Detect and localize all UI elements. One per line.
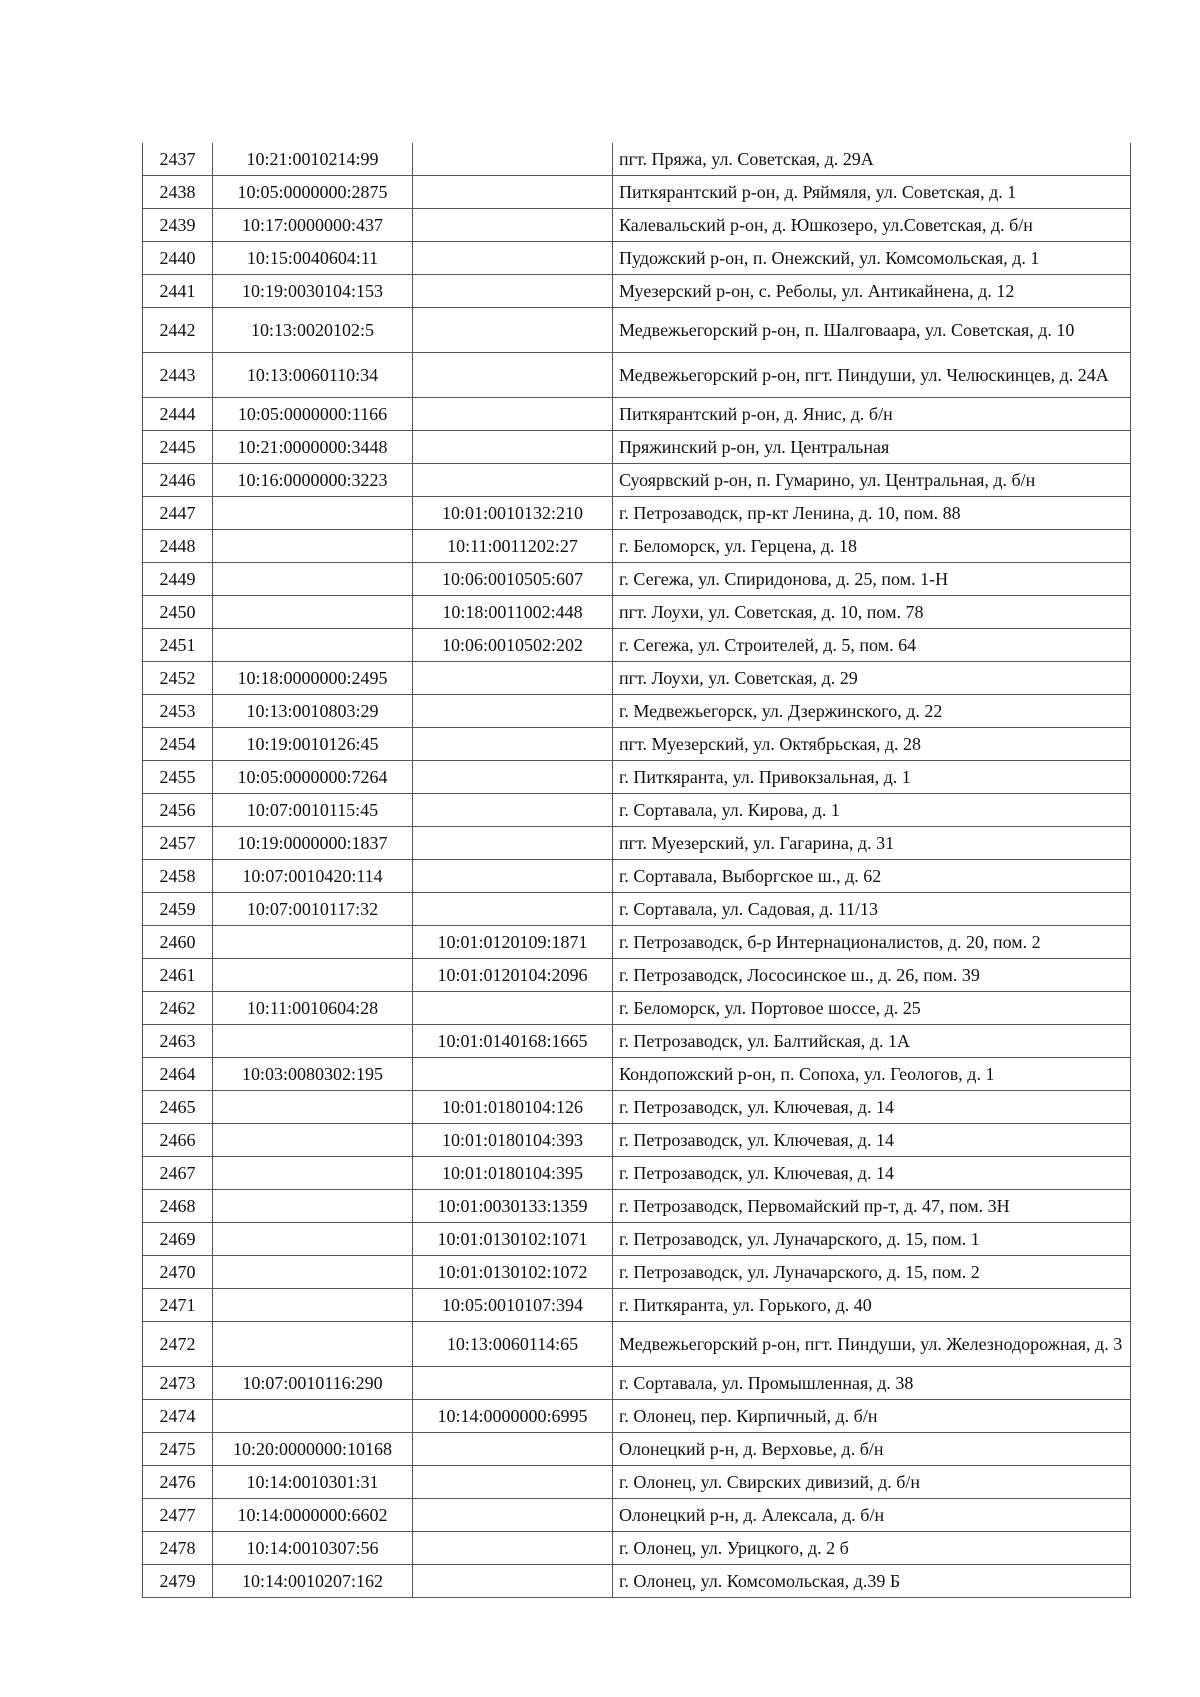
land-cadastral-number-cell: 10:05:0000000:1166 bbox=[213, 398, 413, 431]
table-row bbox=[143, 1124, 1131, 1157]
table-row bbox=[143, 596, 1131, 629]
address-cell: г. Сегежа, ул. Спиридонова, д. 25, пом. 1-Н bbox=[613, 563, 1131, 596]
table-row bbox=[143, 1223, 1131, 1256]
row-number-cell: 2442 bbox=[143, 308, 213, 353]
address-cell: г. Олонец, пер. Кирпичный, д. б/н bbox=[613, 1400, 1131, 1433]
table-row bbox=[143, 629, 1131, 662]
land-cadastral-number-cell bbox=[213, 1256, 413, 1289]
row-number-cell: 2473 bbox=[143, 1367, 213, 1400]
row-number-cell: 2444 bbox=[143, 398, 213, 431]
land-cadastral-number-cell: 10:13:0010803:29 bbox=[213, 695, 413, 728]
premises-cadastral-number-cell: 10:14:0000000:6995 bbox=[413, 1400, 613, 1433]
address-cell: пгт. Муезерский, ул. Гагарина, д. 31 bbox=[613, 827, 1131, 860]
address-cell: пгт. Муезерский, ул. Октябрьская, д. 28 bbox=[613, 728, 1131, 761]
row-number-cell: 2457 bbox=[143, 827, 213, 860]
row-number-cell: 2455 bbox=[143, 761, 213, 794]
table-row bbox=[143, 1091, 1131, 1124]
land-cadastral-number-cell: 10:15:0040604:11 bbox=[213, 242, 413, 275]
row-number-cell: 2437 bbox=[143, 143, 213, 176]
address-cell: г. Петрозаводск, ул. Луначарского, д. 15, пом. 1 bbox=[613, 1223, 1131, 1256]
row-number-cell: 2462 bbox=[143, 992, 213, 1025]
table-row bbox=[143, 1400, 1131, 1433]
address-cell: г. Петрозаводск, ул. Ключевая, д. 14 bbox=[613, 1157, 1131, 1190]
address-cell: г. Петрозаводск, пр-кт Ленина, д. 10, пом. 88 bbox=[613, 497, 1131, 530]
land-cadastral-number-cell: 10:21:0000000:3448 bbox=[213, 431, 413, 464]
table-row bbox=[143, 992, 1131, 1025]
premises-cadastral-number-cell bbox=[413, 1058, 613, 1091]
row-number-cell: 2453 bbox=[143, 695, 213, 728]
land-cadastral-number-cell: 10:07:0010116:290 bbox=[213, 1367, 413, 1400]
land-cadastral-number-cell bbox=[213, 1025, 413, 1058]
premises-cadastral-number-cell bbox=[413, 860, 613, 893]
premises-cadastral-number-cell: 10:11:0011202:27 bbox=[413, 530, 613, 563]
table-row bbox=[143, 695, 1131, 728]
premises-cadastral-number-cell bbox=[413, 431, 613, 464]
row-number-cell: 2449 bbox=[143, 563, 213, 596]
table-row bbox=[143, 1289, 1131, 1322]
table-row bbox=[143, 1367, 1131, 1400]
address-cell: Питкярантский р-он, д. Янис, д. б/н bbox=[613, 398, 1131, 431]
row-number-cell: 2447 bbox=[143, 497, 213, 530]
land-cadastral-number-cell: 10:05:0000000:7264 bbox=[213, 761, 413, 794]
address-cell: Медвежьегорский р-он, пгт. Пиндуши, ул. Челюскинцев, д. 24А bbox=[613, 353, 1131, 398]
address-cell: г. Сортавала, ул. Садовая, д. 11/13 bbox=[613, 893, 1131, 926]
row-number-cell: 2466 bbox=[143, 1124, 213, 1157]
land-cadastral-number-cell bbox=[213, 497, 413, 530]
address-cell: г. Сортавала, ул. Кирова, д. 1 bbox=[613, 794, 1131, 827]
table-row bbox=[143, 1322, 1131, 1367]
address-cell: Калевальский р-он, д. Юшкозеро, ул.Советская, д. б/н bbox=[613, 209, 1131, 242]
table-row bbox=[143, 662, 1131, 695]
row-number-cell: 2476 bbox=[143, 1466, 213, 1499]
address-cell: г. Медвежьегорск, ул. Дзержинского, д. 22 bbox=[613, 695, 1131, 728]
land-cadastral-number-cell: 10:17:0000000:437 bbox=[213, 209, 413, 242]
address-cell: г. Петрозаводск, Лососинское ш., д. 26, пом. 39 bbox=[613, 959, 1131, 992]
land-cadastral-number-cell bbox=[213, 1223, 413, 1256]
land-cadastral-number-cell bbox=[213, 1289, 413, 1322]
premises-cadastral-number-cell bbox=[413, 275, 613, 308]
premises-cadastral-number-cell bbox=[413, 176, 613, 209]
row-number-cell: 2460 bbox=[143, 926, 213, 959]
row-number-cell: 2458 bbox=[143, 860, 213, 893]
row-number-cell: 2448 bbox=[143, 530, 213, 563]
row-number-cell: 2461 bbox=[143, 959, 213, 992]
row-number-cell: 2438 bbox=[143, 176, 213, 209]
premises-cadastral-number-cell: 10:13:0060114:65 bbox=[413, 1322, 613, 1367]
address-cell: г. Петрозаводск, ул. Балтийская, д. 1А bbox=[613, 1025, 1131, 1058]
premises-cadastral-number-cell bbox=[413, 1499, 613, 1532]
row-number-cell: 2474 bbox=[143, 1400, 213, 1433]
premises-cadastral-number-cell bbox=[413, 464, 613, 497]
land-cadastral-number-cell bbox=[213, 629, 413, 662]
row-number-cell: 2451 bbox=[143, 629, 213, 662]
land-cadastral-number-cell: 10:07:0010420:114 bbox=[213, 860, 413, 893]
premises-cadastral-number-cell bbox=[413, 308, 613, 353]
table-row bbox=[143, 827, 1131, 860]
table-row bbox=[143, 1532, 1131, 1565]
row-number-cell: 2446 bbox=[143, 464, 213, 497]
premises-cadastral-number-cell: 10:18:0011002:448 bbox=[413, 596, 613, 629]
address-cell: Пряжинский р-он, ул. Центральная bbox=[613, 431, 1131, 464]
table-row bbox=[143, 1565, 1131, 1598]
address-cell: г. Петрозаводск, ул. Ключевая, д. 14 bbox=[613, 1124, 1131, 1157]
land-cadastral-number-cell bbox=[213, 926, 413, 959]
table-row bbox=[143, 794, 1131, 827]
land-cadastral-number-cell: 10:20:0000000:10168 bbox=[213, 1433, 413, 1466]
address-cell: Олонецкий р-н, д. Алексала, д. б/н bbox=[613, 1499, 1131, 1532]
premises-cadastral-number-cell: 10:05:0010107:394 bbox=[413, 1289, 613, 1322]
land-cadastral-number-cell: 10:07:0010117:32 bbox=[213, 893, 413, 926]
table-row bbox=[143, 1499, 1131, 1532]
address-cell: г. Олонец, ул. Комсомольская, д.39 Б bbox=[613, 1565, 1131, 1598]
premises-cadastral-number-cell bbox=[413, 1367, 613, 1400]
premises-cadastral-number-cell: 10:06:0010505:607 bbox=[413, 563, 613, 596]
table-row bbox=[143, 860, 1131, 893]
premises-cadastral-number-cell: 10:01:0140168:1665 bbox=[413, 1025, 613, 1058]
table-row bbox=[143, 1433, 1131, 1466]
address-cell: г. Беломорск, ул. Портовое шоссе, д. 25 bbox=[613, 992, 1131, 1025]
land-cadastral-number-cell: 10:21:0010214:99 bbox=[213, 143, 413, 176]
land-cadastral-number-cell bbox=[213, 1400, 413, 1433]
row-number-cell: 2467 bbox=[143, 1157, 213, 1190]
premises-cadastral-number-cell bbox=[413, 242, 613, 275]
address-cell: г. Петрозаводск, б-р Интернационалистов, д. 20, пом. 2 bbox=[613, 926, 1131, 959]
table-row bbox=[143, 926, 1131, 959]
premises-cadastral-number-cell: 10:01:0120109:1871 bbox=[413, 926, 613, 959]
table-row bbox=[143, 1466, 1131, 1499]
premises-cadastral-number-cell bbox=[413, 398, 613, 431]
table-row bbox=[143, 893, 1131, 926]
premises-cadastral-number-cell bbox=[413, 761, 613, 794]
address-cell: г. Беломорск, ул. Герцена, д. 18 bbox=[613, 530, 1131, 563]
land-cadastral-number-cell: 10:16:0000000:3223 bbox=[213, 464, 413, 497]
premises-cadastral-number-cell bbox=[413, 353, 613, 398]
address-cell: пгт. Лоухи, ул. Советская, д. 10, пом. 78 bbox=[613, 596, 1131, 629]
land-cadastral-number-cell: 10:14:0000000:6602 bbox=[213, 1499, 413, 1532]
premises-cadastral-number-cell bbox=[413, 1433, 613, 1466]
table-row bbox=[143, 209, 1131, 242]
land-cadastral-number-cell: 10:19:0000000:1837 bbox=[213, 827, 413, 860]
address-cell: Питкярантский р-он, д. Ряймяля, ул. Советская, д. 1 bbox=[613, 176, 1131, 209]
row-number-cell: 2477 bbox=[143, 1499, 213, 1532]
table-row bbox=[143, 761, 1131, 794]
row-number-cell: 2443 bbox=[143, 353, 213, 398]
land-cadastral-number-cell: 10:14:0010307:56 bbox=[213, 1532, 413, 1565]
table-row bbox=[143, 275, 1131, 308]
table-row bbox=[143, 728, 1131, 761]
row-number-cell: 2459 bbox=[143, 893, 213, 926]
land-cadastral-number-cell: 10:13:0020102:5 bbox=[213, 308, 413, 353]
land-cadastral-number-cell: 10:07:0010115:45 bbox=[213, 794, 413, 827]
premises-cadastral-number-cell bbox=[413, 1565, 613, 1598]
row-number-cell: 2475 bbox=[143, 1433, 213, 1466]
row-number-cell: 2456 bbox=[143, 794, 213, 827]
premises-cadastral-number-cell: 10:01:0010132:210 bbox=[413, 497, 613, 530]
address-cell: Медвежьегорский р-он, п. Шалговаара, ул. Советская, д. 10 bbox=[613, 308, 1131, 353]
row-number-cell: 2452 bbox=[143, 662, 213, 695]
table-row bbox=[143, 497, 1131, 530]
row-number-cell: 2479 bbox=[143, 1565, 213, 1598]
address-cell: Олонецкий р-н, д. Верховье, д. б/н bbox=[613, 1433, 1131, 1466]
address-cell: Медвежьегорский р-он, пгт. Пиндуши, ул. Железнодорожная, д. 3 bbox=[613, 1322, 1131, 1367]
premises-cadastral-number-cell bbox=[413, 794, 613, 827]
land-cadastral-number-cell bbox=[213, 1091, 413, 1124]
row-number-cell: 2470 bbox=[143, 1256, 213, 1289]
address-cell: пгт. Пряжа, ул. Советская, д. 29А bbox=[613, 143, 1131, 176]
table-row bbox=[143, 959, 1131, 992]
land-cadastral-number-cell: 10:18:0000000:2495 bbox=[213, 662, 413, 695]
address-cell: г. Сортавала, ул. Промышленная, д. 38 bbox=[613, 1367, 1131, 1400]
table-row bbox=[143, 431, 1131, 464]
land-cadastral-number-cell: 10:14:0010207:162 bbox=[213, 1565, 413, 1598]
row-number-cell: 2441 bbox=[143, 275, 213, 308]
land-cadastral-number-cell: 10:11:0010604:28 bbox=[213, 992, 413, 1025]
land-cadastral-number-cell bbox=[213, 1190, 413, 1223]
address-cell: г. Сортавала, Выборгское ш., д. 62 bbox=[613, 860, 1131, 893]
property-table bbox=[142, 143, 1131, 1598]
premises-cadastral-number-cell: 10:01:0180104:126 bbox=[413, 1091, 613, 1124]
row-number-cell: 2439 bbox=[143, 209, 213, 242]
premises-cadastral-number-cell: 10:01:0120104:2096 bbox=[413, 959, 613, 992]
row-number-cell: 2468 bbox=[143, 1190, 213, 1223]
premises-cadastral-number-cell bbox=[413, 662, 613, 695]
premises-cadastral-number-cell: 10:01:0180104:395 bbox=[413, 1157, 613, 1190]
address-cell: пгт. Лоухи, ул. Советская, д. 29 bbox=[613, 662, 1131, 695]
table-row bbox=[143, 563, 1131, 596]
premises-cadastral-number-cell bbox=[413, 827, 613, 860]
land-cadastral-number-cell: 10:03:0080302:195 bbox=[213, 1058, 413, 1091]
table-row bbox=[143, 353, 1131, 398]
land-cadastral-number-cell: 10:19:0010126:45 bbox=[213, 728, 413, 761]
address-cell: Муезерский р-он, с. Реболы, ул. Антикайнена, д. 12 bbox=[613, 275, 1131, 308]
row-number-cell: 2472 bbox=[143, 1322, 213, 1367]
address-cell: г. Петрозаводск, Первомайский пр-т, д. 47, пом. 3Н bbox=[613, 1190, 1131, 1223]
address-cell: Кондопожский р-он, п. Сопоха, ул. Геологов, д. 1 bbox=[613, 1058, 1131, 1091]
row-number-cell: 2454 bbox=[143, 728, 213, 761]
table-row bbox=[143, 530, 1131, 563]
table-row bbox=[143, 398, 1131, 431]
premises-cadastral-number-cell bbox=[413, 695, 613, 728]
premises-cadastral-number-cell: 10:01:0030133:1359 bbox=[413, 1190, 613, 1223]
row-number-cell: 2464 bbox=[143, 1058, 213, 1091]
table-row bbox=[143, 1157, 1131, 1190]
table-row bbox=[143, 464, 1131, 497]
land-cadastral-number-cell bbox=[213, 1322, 413, 1367]
row-number-cell: 2478 bbox=[143, 1532, 213, 1565]
land-cadastral-number-cell bbox=[213, 1157, 413, 1190]
table-row bbox=[143, 176, 1131, 209]
land-cadastral-number-cell: 10:14:0010301:31 bbox=[213, 1466, 413, 1499]
address-cell: г. Питкяранта, ул. Привокзальная, д. 1 bbox=[613, 761, 1131, 794]
address-cell: г. Олонец, ул. Свирских дивизий, д. б/н bbox=[613, 1466, 1131, 1499]
land-cadastral-number-cell: 10:19:0030104:153 bbox=[213, 275, 413, 308]
table-row bbox=[143, 308, 1131, 353]
address-cell: г. Петрозаводск, ул. Ключевая, д. 14 bbox=[613, 1091, 1131, 1124]
land-cadastral-number-cell bbox=[213, 530, 413, 563]
row-number-cell: 2463 bbox=[143, 1025, 213, 1058]
premises-cadastral-number-cell: 10:06:0010502:202 bbox=[413, 629, 613, 662]
land-cadastral-number-cell bbox=[213, 959, 413, 992]
land-cadastral-number-cell bbox=[213, 563, 413, 596]
address-cell: г. Олонец, ул. Урицкого, д. 2 б bbox=[613, 1532, 1131, 1565]
address-cell: г. Сегежа, ул. Строителей, д. 5, пом. 64 bbox=[613, 629, 1131, 662]
premises-cadastral-number-cell bbox=[413, 1532, 613, 1565]
premises-cadastral-number-cell: 10:01:0130102:1071 bbox=[413, 1223, 613, 1256]
premises-cadastral-number-cell bbox=[413, 143, 613, 176]
land-cadastral-number-cell: 10:13:0060110:34 bbox=[213, 353, 413, 398]
row-number-cell: 2450 bbox=[143, 596, 213, 629]
premises-cadastral-number-cell bbox=[413, 1466, 613, 1499]
table-body bbox=[143, 143, 1131, 1598]
premises-cadastral-number-cell bbox=[413, 728, 613, 761]
land-cadastral-number-cell: 10:05:0000000:2875 bbox=[213, 176, 413, 209]
row-number-cell: 2440 bbox=[143, 242, 213, 275]
land-cadastral-number-cell bbox=[213, 1124, 413, 1157]
table-row bbox=[143, 242, 1131, 275]
premises-cadastral-number-cell bbox=[413, 209, 613, 242]
row-number-cell: 2465 bbox=[143, 1091, 213, 1124]
premises-cadastral-number-cell bbox=[413, 893, 613, 926]
premises-cadastral-number-cell: 10:01:0180104:393 bbox=[413, 1124, 613, 1157]
premises-cadastral-number-cell: 10:01:0130102:1072 bbox=[413, 1256, 613, 1289]
premises-cadastral-number-cell bbox=[413, 992, 613, 1025]
land-cadastral-number-cell bbox=[213, 596, 413, 629]
table-row bbox=[143, 1256, 1131, 1289]
table-row bbox=[143, 1058, 1131, 1091]
row-number-cell: 2469 bbox=[143, 1223, 213, 1256]
table-row bbox=[143, 1190, 1131, 1223]
address-cell: г. Петрозаводск, ул. Луначарского, д. 15, пом. 2 bbox=[613, 1256, 1131, 1289]
row-number-cell: 2471 bbox=[143, 1289, 213, 1322]
table-row bbox=[143, 1025, 1131, 1058]
address-cell: Суоярвский р-он, п. Гумарино, ул. Центральная, д. б/н bbox=[613, 464, 1131, 497]
address-cell: г. Питкяранта, ул. Горького, д. 40 bbox=[613, 1289, 1131, 1322]
table-row bbox=[143, 143, 1131, 176]
address-cell: Пудожский р-он, п. Онежский, ул. Комсомольская, д. 1 bbox=[613, 242, 1131, 275]
row-number-cell: 2445 bbox=[143, 431, 213, 464]
